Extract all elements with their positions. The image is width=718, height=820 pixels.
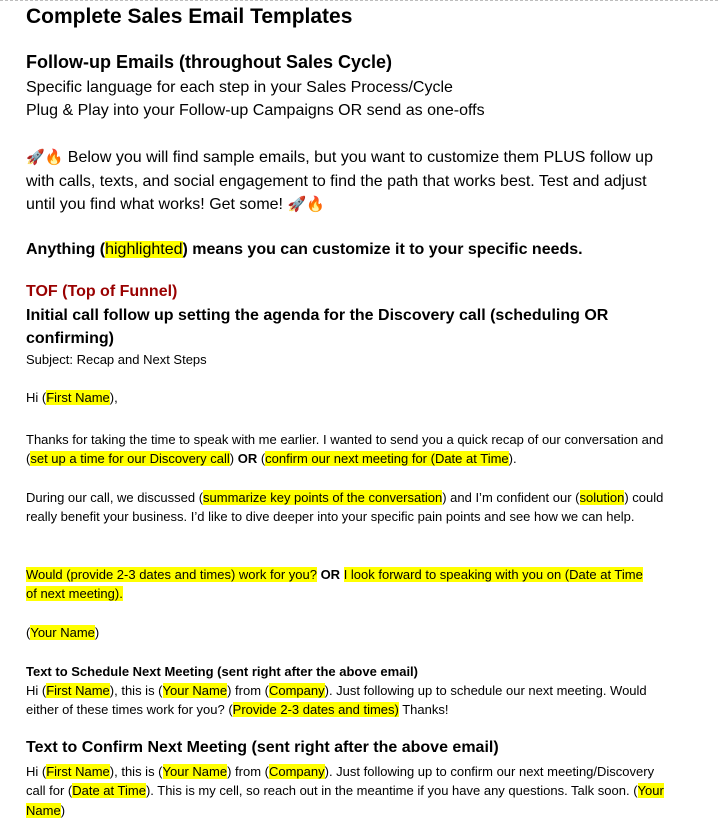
p3-highlight-1: Would (provide 2-3 dates and times) work for you? [26,567,317,582]
tc-company: Company [268,764,325,779]
ts-dates: Provide 2-3 dates and times) [232,702,399,718]
p1-highlight-1: set up a time for our Discovery call [30,451,230,467]
followup-line-2: Plug & Play into your Follow-up Campaigns OR send as one-offs [26,102,485,119]
tof-heading: Initial call follow up setting the agenda for the Discovery call (scheduling OR confirming) [26,307,609,347]
ts-first-name: First Name [46,683,110,698]
p1-text-d: ). [508,451,517,467]
tc-text-a: ), this is ( [109,764,163,779]
followup-heading: Follow-up Emails (throughout Sales Cycle) [26,52,393,72]
ts-text-c: ). Just following up to schedule our next meeting. Would either of these times work for you? ( [26,683,647,718]
customize-note [26,238,583,262]
tc-text-b: ) from ( [227,764,269,779]
tc-text-c: ). Just following up to confirm our next meeting/Discovery call for ( [26,764,655,799]
p3-highlight-2: I look forward to speaking with you on (Date at Time of next meeting). [26,567,643,602]
rocket-fire-emoji-icon-end: 🚀🔥 [287,196,325,213]
tc-your-name-2: Your Name [26,783,664,818]
sign-close: ) [94,625,100,640]
p3-or: OR [316,567,344,582]
page-top-border [0,0,718,1]
intro-text: Below you will find sample emails, but you want to customize them PLUS follow up with calls, texts, and social engagement to find the path that works best. Test and adjust until you find what works! Get some! [26,149,653,213]
tc-text-e: ) [60,802,66,818]
greeting-end: ), [109,390,118,405]
p2-text-c: ) could really benefit your business. I’d like to dive deeper into your specific pain points and see how we can help. [26,490,664,525]
note-before: Anything ( [26,241,106,258]
tof-label: TOF (Top of Funnel) [26,283,178,300]
email-subject: Subject: Recap and Next Steps [26,352,207,367]
tc-your-name: Your Name [162,764,228,779]
document-title: Complete Sales Email Templates [26,5,353,28]
ts-company: Company [268,683,325,698]
intro-paragraph [26,146,666,217]
p1-text-b: ) [229,451,238,467]
p2-text-a: During our call, we discussed ( [26,490,204,505]
p1-highlight-2: confirm our next meeting for (Date at Time [265,451,509,467]
email-greeting [26,388,666,407]
p1-text-a: Thanks for taking the time to speak with me earlier. I wanted to send you a quick recap of our conversation and ( [26,432,664,467]
ts-text-d: Thanks! [398,702,449,718]
p2-highlight-2: solution [579,490,625,505]
text-confirm-heading: Text to Confirm Next Meeting (sent right after the above email) [26,739,499,756]
sign-your-name: Your Name [30,625,95,640]
sign-open: ( [26,625,31,640]
p2-text-b: ) and I’m confident our ( [442,490,580,505]
p2-highlight-1: summarize key points of the conversation [203,490,443,505]
email-paragraph-1 [26,430,666,469]
rocket-fire-emoji-icon: 🚀🔥 [26,149,64,166]
tc-hi: Hi ( [26,764,47,779]
p1-or: OR [237,451,258,467]
text-schedule-heading: Text to Schedule Next Meeting (sent right after the above email) [26,664,418,679]
email-paragraph-2 [26,488,666,527]
text-schedule-body [26,681,666,720]
tc-text-d: ). This is my cell, so reach out in the meantime if you have any questions. Talk soon. ( [145,783,638,799]
greeting-hi: Hi ( [26,390,47,405]
ts-text-b: ) from ( [227,683,269,698]
note-after: ) means you can customize it to your specific needs. [182,241,583,258]
tc-first-name: First Name [46,764,110,779]
followup-line-1: Specific language for each step in your Sales Process/Cycle [26,79,453,96]
ts-text-a: ), this is ( [109,683,163,698]
ts-hi: Hi ( [26,683,47,698]
text-confirm-body [26,762,666,820]
ts-your-name: Your Name [162,683,228,698]
greeting-first-name: First Name [46,390,110,405]
tc-date-time: Date at Time [72,783,146,799]
p1-text-c: ( [257,451,266,467]
email-paragraph-3 [26,565,646,604]
email-signature [26,623,666,642]
note-highlight: highlighted [105,241,183,258]
